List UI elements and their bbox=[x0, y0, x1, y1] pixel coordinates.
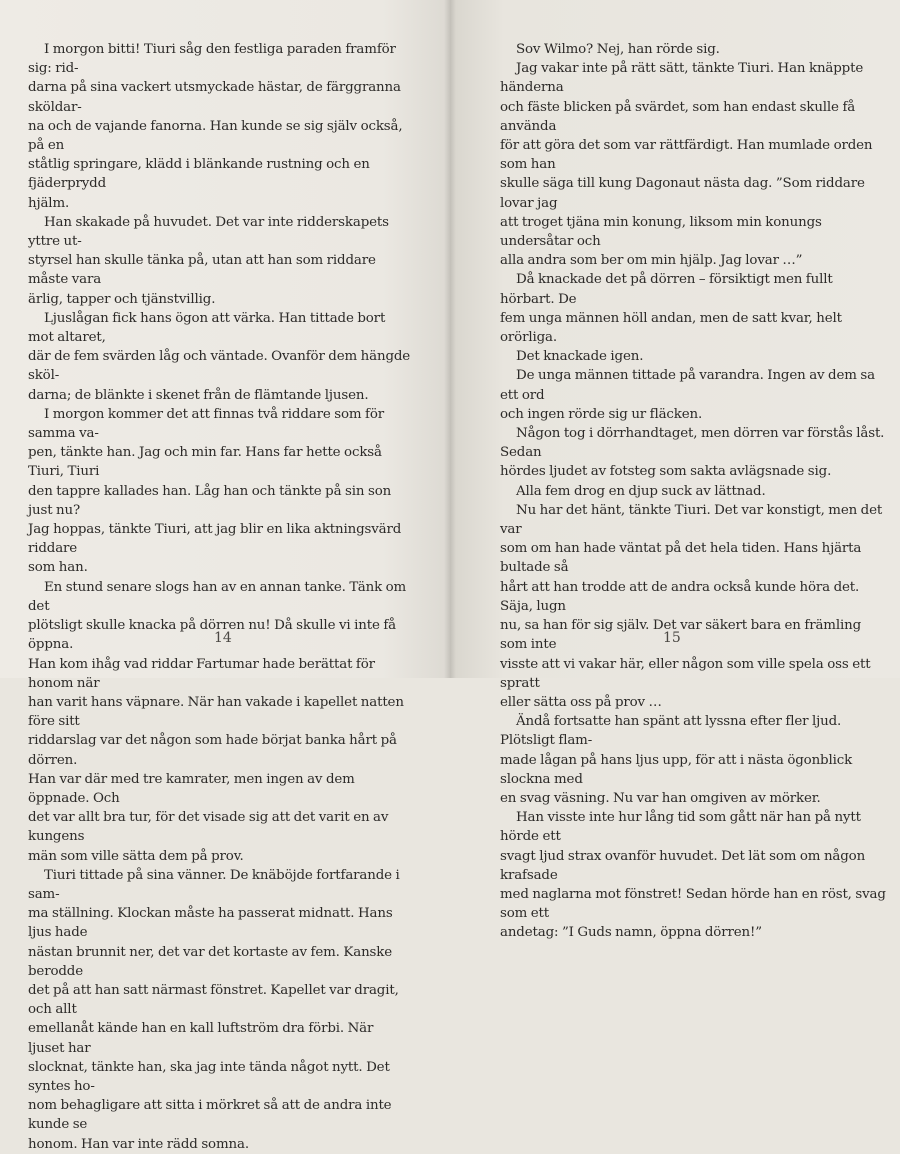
right-paragraph-10: Han visste inte hur lång tid som gått när han på nytt hörde ett svagt ljud strax ovanför huvudet. Det lät som om någon krafsade med naglarna mot fönstret! Sedan hörde han en röst, svag som ett andetag: ”I Guds namn, öppna dörren!” bbox=[500, 810, 886, 941]
book-gutter bbox=[444, 0, 456, 678]
right-paragraph-3: Då knackade det på dörren – försiktigt men fullt hörbart. De fem unga männen höll andan, men de satt kvar, helt orörliga. bbox=[500, 272, 842, 346]
left-paragraph-2: Han skakade på huvudet. Det var inte ridderskapets yttre ut- styrsel han skulle tänka på, utan att han som riddare måste vara ärlig, tapper och tjänstvillig. bbox=[28, 214, 389, 307]
right-page bbox=[450, 0, 900, 941]
right-paragraph-8: Nu har det hänt, tänkte Tiuri. Det var konstigt, men det var som om han hade väntat på det hela tiden. Hans hjärta bultade så hårt att han trodde att de andra också kunde höra det. Säja, lugn nu, sa han för sig själv. Det var säkert bara en främling som inte visste att vi vakar här, eller någon som ville spela oss ett spratt eller sätta oss på prov … bbox=[500, 502, 883, 710]
right-paragraph-1: Sov Wilmo? Nej, han rörde sig. bbox=[516, 42, 720, 57]
left-page-number: 14 bbox=[214, 630, 232, 646]
left-paragraph-3: Ljuslågan fick hans ögon att värka. Han tittade bort mot altaret, där de fem svärden låg och väntade. Ovanför dem hängde sköl- darna; de blänkte i skenet från de flämtande ljusen. bbox=[28, 310, 411, 403]
left-paragraph-6: Tiuri tittade på sina vänner. De knäböjde fortfarande i sam- ma ställning. Klockan måste ha passerat midnatt. Hans ljus hade nästan brunnit ner, det var det kortaste av fem. Kanske berodde det på att han satt närmast fönstret. Kapellet var dragit, och allt emellanåt kände han en kall luftström dra förbi. När ljuset har slocknat, tänkte han, ska jag inte tända något nytt. Det syntes ho- nom behagligare att sitta i mörkret så att de andra inte kunde se honom. Han var inte rädd somna. bbox=[28, 867, 400, 1152]
left-page-text bbox=[28, 40, 412, 1154]
right-paragraph-4: Det knackade igen. bbox=[516, 349, 644, 365]
left-paragraph-4: I morgon kommer det att finnas två riddare som för samma va- pen, tänkte han. Jag och min far. Hans far hette också Tiuri, Tiuri den tappre kallades han. Låg han och tänkte på sin son just nu? Jag hoppas, tänkte Tiuri, att jag blir en lika aktningsvärd riddare som han. bbox=[28, 406, 402, 576]
right-paragraph-5: De unga männen tittade på varandra. Ingen av dem sa ett ord och ingen rörde sig ur fläcken. bbox=[500, 368, 875, 422]
right-paragraph-7: Alla fem drog en djup suck av lättnad. bbox=[516, 483, 766, 499]
left-paragraph-5: En stund senare slogs han av en annan tanke. Tänk om det plötsligt skulle knacka på dörren nu! Då skulle vi inte få öppna. Han kom ihåg vad riddar Fartumar hade berättat för honom när han varit hans väpnare. När han vakade i kapellet natten före sitt riddarslag var det någon som hade börjat banka hårt på dörren. Han var där med tre kamrater, men ingen av dem öppnade. Och det var allt bra tur, för det visade sig att det varit en av kungens män som ville sätta dem på prov. bbox=[28, 579, 407, 864]
right-page-text bbox=[500, 40, 890, 943]
right-paragraph-9: Ändå fortsatte han spänt att lyssna efter fler ljud. Plötsligt flam- made lågan på hans ljus upp, för att i nästa ögonblick slockna med en svag väsning. Nu var han omgiven av mörker. bbox=[500, 714, 853, 806]
right-paragraph-2: Jag vakar inte på rätt sätt, tänkte Tiuri. Han knäppte händerna och fäste blicken på svärdet, som han endast skulle få använda för att göra det som var rättfärdigt. Han mumlade orden som han skulle säga till kung Dagonaut nästa dag. ”Som riddare lovar jag att troget tjäna min konung, liksom min konungs undersåtar och alla andra som ber om min hjälp. Jag lovar …” bbox=[500, 61, 873, 269]
right-page-number: 15 bbox=[663, 630, 681, 646]
right-paragraph-6: Någon tog i dörrhandtaget, men dörren var förstås låst. Sedan hördes ljudet av fotsteg som sakta avlägsnade sig. bbox=[500, 426, 885, 480]
left-page bbox=[0, 0, 450, 1152]
left-paragraph-1: I morgon bitti! Tiuri såg den festliga paraden framför sig: rid- darna på sina vackert utsmyckade hästar, de färggranna sköldar- na och de vajande fanorna. Han kunde se sig själv också, på en ståtlig springare, klädd i blänkande rustning och en fjäderprydd hjälm. bbox=[28, 42, 403, 211]
